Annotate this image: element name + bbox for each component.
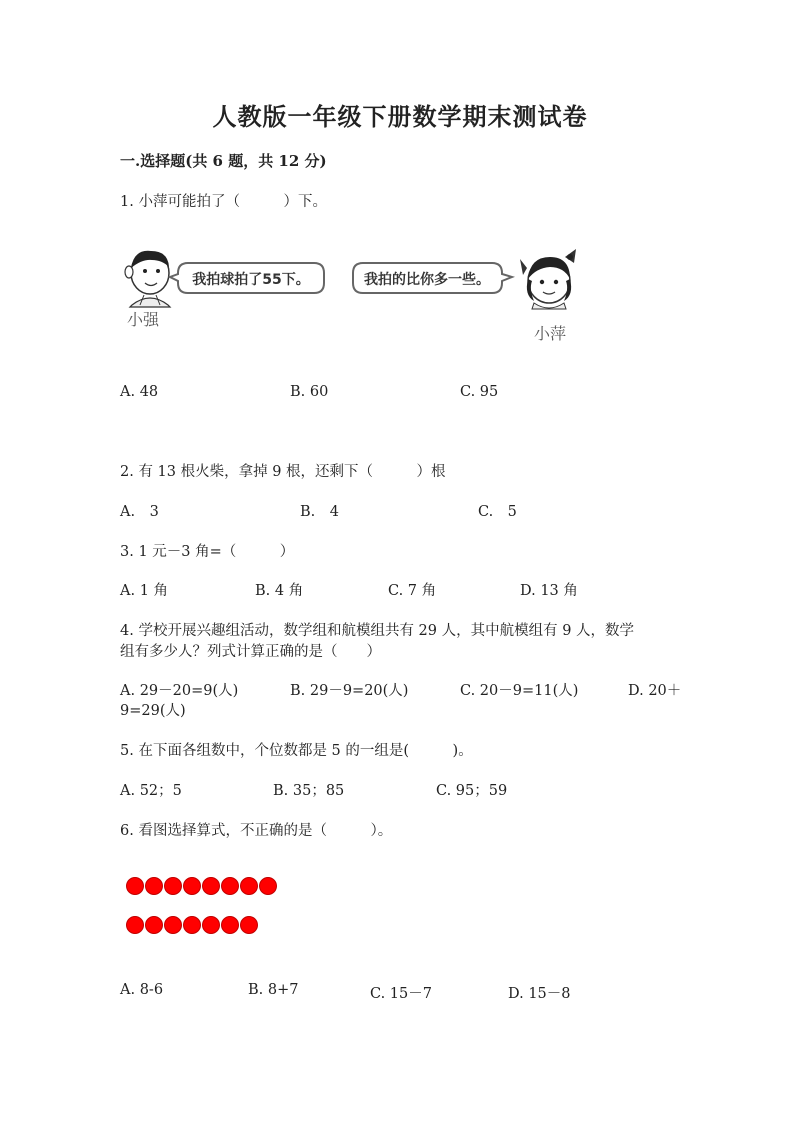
question-5-option-c: C. 95；59 xyxy=(436,783,508,799)
question-3-option-b: B. 4 角 xyxy=(255,583,304,599)
red-dot-icon xyxy=(221,916,239,934)
section-heading: 一.选择题(共 6 题，共 12 分) xyxy=(120,152,327,170)
question-3-option-d: D. 13 角 xyxy=(520,583,578,599)
red-dot-icon xyxy=(221,877,239,895)
boy-name-label: 小强 xyxy=(127,310,160,329)
question-4-option-d: D. 20＋ xyxy=(628,683,682,699)
question-4-option-b: B. 29－9=20(人) xyxy=(290,683,409,699)
question-2-option-a: A. 3 xyxy=(120,504,159,520)
question-1-option-c: C. 95 xyxy=(460,384,499,400)
girl-figure-icon xyxy=(520,249,576,309)
question-6-option-c: C. 15－7 xyxy=(370,986,432,1002)
girl-name-label: 小萍 xyxy=(534,324,567,343)
question-3-option-a: A. 1 角 xyxy=(120,583,169,599)
red-dot-icon xyxy=(145,916,163,934)
question-4-stem-line-2: 组有多少人？列式计算正确的是（ ） xyxy=(120,644,381,660)
girl-speech-text: 我拍的比你多一些。 xyxy=(364,272,490,288)
question-1-stem: 1. 小萍可能拍了（ ）下。 xyxy=(120,194,327,210)
red-dot-icon xyxy=(202,877,220,895)
question-6-stem: 6. 看图选择算式，不正确的是（ ）。 xyxy=(120,823,393,839)
question-4-option-d-continued: 9=29(人) xyxy=(120,703,186,719)
question-2-option-b: B. 4 xyxy=(300,504,339,520)
question-6-option-b: B. 8+7 xyxy=(248,982,299,998)
question-5-option-a: A. 52；5 xyxy=(120,783,182,799)
red-dot-icon xyxy=(145,877,163,895)
red-dot-icon xyxy=(126,877,144,895)
question-3-stem: 3. 1 元－3 角=（ ） xyxy=(120,544,295,560)
red-dot-icon xyxy=(240,877,258,895)
red-dot-icon xyxy=(164,916,182,934)
question-2-stem: 2. 有 13 根火柴，拿掉 9 根，还剩下（ ）根 xyxy=(120,464,446,480)
red-dot-icon xyxy=(183,877,201,895)
boy-speech-text: 我拍球拍了55下。 xyxy=(192,272,310,288)
red-dot-icon xyxy=(240,916,258,934)
red-dot-icon xyxy=(164,877,182,895)
question-3-option-c: C. 7 角 xyxy=(388,583,437,599)
question-4-option-a: A. 29－20=9(人) xyxy=(120,683,239,699)
question-1-figure xyxy=(118,243,588,348)
question-6-option-a: A. 8-6 xyxy=(120,982,164,998)
red-dot-icon xyxy=(126,916,144,934)
question-5-stem: 5. 在下面各组数中，个位数都是 5 的一组是( )。 xyxy=(120,743,473,759)
question-1-option-a: A. 48 xyxy=(120,384,159,400)
question-5-option-b: B. 35；85 xyxy=(273,783,345,799)
red-dot-icon xyxy=(202,916,220,934)
question-1-illustration xyxy=(118,243,588,348)
question-2-option-c: C. 5 xyxy=(478,504,517,520)
boy-speech-bubble xyxy=(170,263,324,293)
boy-figure-icon xyxy=(125,251,170,307)
girl-speech-bubble xyxy=(353,263,512,293)
question-4-stem-line-1: 4. 学校开展兴趣组活动，数学组和航模组共有 29 人，其中航模组有 9 人，数学 xyxy=(120,623,635,639)
question-1-option-b: B. 60 xyxy=(290,384,329,400)
red-dot-icon xyxy=(259,877,277,895)
red-dot-icon xyxy=(183,916,201,934)
page-title: 人教版一年级下册数学期末测试卷 xyxy=(212,102,588,131)
question-4-option-c: C. 20－9=11(人) xyxy=(460,683,579,699)
question-6-option-d: D. 15－8 xyxy=(508,986,571,1002)
